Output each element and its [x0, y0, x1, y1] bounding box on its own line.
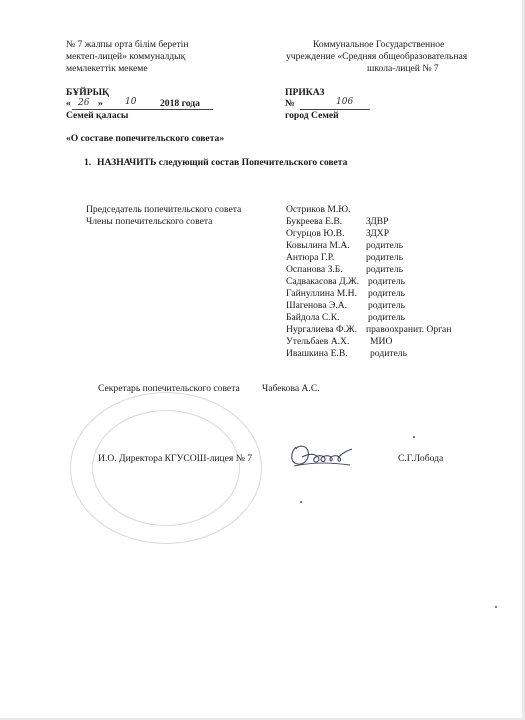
header-left-line: № 7 жалпы орта білім беретін [66, 39, 189, 50]
order-date-mid: » [98, 98, 103, 109]
secretary-name: Чабекова А.С. [262, 383, 320, 394]
item-number: 1. [84, 157, 92, 168]
member-role: родитель [366, 240, 403, 251]
header-left-line: мемлекеттік мекеме [66, 63, 148, 74]
header-right-line: школа-лицей № 7 [367, 63, 439, 74]
member-name: Ковылина М.А. [286, 240, 350, 251]
secretary-label: Секретарь попечительского совета [98, 383, 240, 394]
member-role: МИО [370, 336, 393, 347]
order-city-ru: город Семей [285, 110, 339, 121]
stamp-seal-inner [92, 410, 240, 526]
order-title-kz: БҰЙРЫҚ [66, 87, 109, 98]
member-name: Огурцов Ю.В. [286, 228, 345, 239]
member-role: правоохранит. Орган [366, 324, 452, 335]
order-number-sign: № [285, 98, 295, 109]
header-left-line: мектеп-лицей» коммуналдық [66, 51, 186, 62]
member-role: родитель [366, 252, 403, 263]
order-subject: «О составе попечительского совета» [66, 133, 225, 144]
member-name: Байдола С.К. [286, 312, 340, 323]
member-role: родитель [366, 264, 403, 275]
order-date-open: « [66, 98, 71, 109]
handwritten-signature [286, 437, 358, 471]
member-role: родитель [368, 276, 405, 287]
signatory-name: С.Г.Лобода [398, 453, 444, 464]
member-role: родитель [370, 348, 407, 359]
chair-label: Председатель попечительского совета [86, 204, 242, 215]
member-name: Шагенова Э.А. [286, 300, 348, 311]
member-name: Садвакасова Д.Ж. [286, 276, 360, 287]
member-name: Антюра Г.Р. [286, 252, 335, 263]
header-right-line: учреждение «Средняя общеобразовательная [286, 51, 468, 62]
scan-speck [300, 501, 302, 503]
member-name: Ивашкина Е.В. [286, 348, 348, 359]
order-date-month: 10 [125, 97, 137, 107]
signature-graphic [286, 437, 358, 471]
member-role: ЗДВР [366, 216, 389, 227]
order-date-day: 26 [78, 98, 90, 108]
signatory-position: И.О. Директора КГУСОШ-лицея № 7 [98, 453, 253, 464]
chair-name: Остриков М.Ю. [286, 204, 351, 215]
member-role: родитель [368, 300, 405, 311]
member-name: Утельбаев А.Х. [286, 336, 350, 347]
scan-speck [413, 436, 415, 438]
order-number: 106 [336, 97, 354, 107]
order-city-kz: Семей қаласы [66, 110, 129, 121]
order-date-year: 2018 года [160, 98, 200, 109]
members-label: Члены попечительского совета [86, 216, 213, 227]
header-right-line: Коммунальное Государственное [313, 39, 445, 50]
member-role: ЗДХР [366, 228, 390, 239]
order-title-ru: ПРИКАЗ [285, 87, 325, 98]
member-role: родитель [368, 312, 405, 323]
item-text: НАЗНАЧИТЬ следующий состав Попечительского совета [97, 157, 348, 168]
member-name: Букреева Е.В. [286, 216, 343, 227]
scan-speck [495, 606, 497, 608]
member-name: Гайнуллина М.Н. [286, 288, 357, 299]
member-name: Нургалиева Ф.Ж. [286, 324, 358, 335]
member-role: родитель [368, 288, 405, 299]
member-name: Оспанова З.Б. [286, 264, 343, 275]
